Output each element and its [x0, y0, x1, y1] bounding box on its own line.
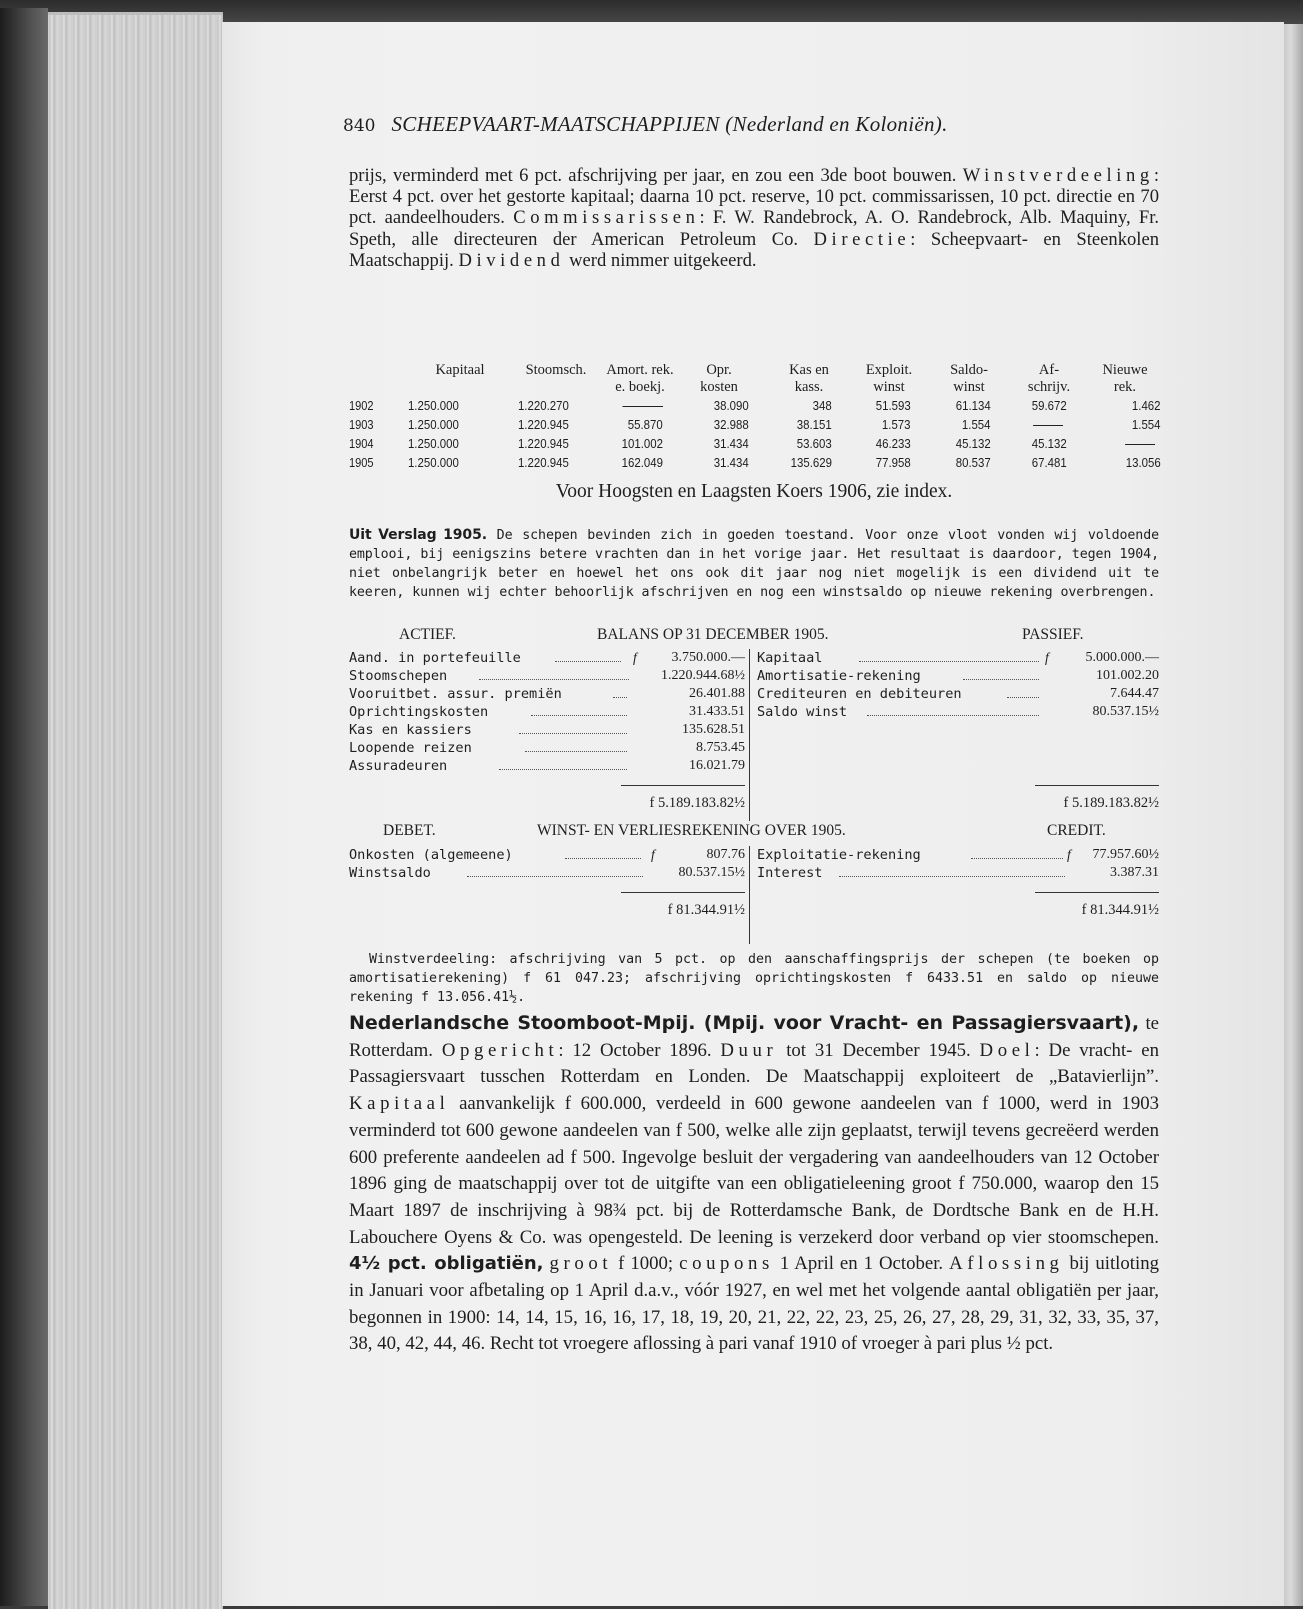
col-header: Kapitaal [435, 362, 485, 378]
debet-row: Onkosten (algemeene) f 807.76 [349, 847, 745, 863]
cell: 80.537 [956, 455, 991, 470]
row-year: 1902 [349, 398, 374, 413]
label-groot: groot [549, 1253, 613, 1275]
cell: 55.870 [628, 417, 663, 432]
running-head [343, 112, 1163, 137]
profit-distribution-note: Winstverdeeling: afschrijving van 5 pct. op den aanschaffingsprijs der schepen (te boeken op amortisatierekening) f 61 047.23; afschrijving oprichtingskosten f 6433.51 en saldo op nieuwe rekening f 13.056.41½. [349, 952, 1159, 1005]
passief-row: Kapitaal f 5.000.000.— [757, 650, 1159, 666]
cell: 38.151 [797, 417, 832, 432]
col-header: Stoomsch. [525, 362, 587, 378]
debet-heading: DEBET. [383, 822, 436, 839]
cell: 46.233 [876, 436, 911, 451]
page-stack-edges [48, 12, 223, 1609]
label-duur: Duur [720, 1039, 778, 1061]
credit-row: Exploitatie-rekening f 77.957.60½ [757, 847, 1159, 863]
balance-sheet-heads [349, 626, 1159, 646]
intro-text: werd nimmer uitgekeerd. [564, 249, 757, 271]
report-text: De schepen bevinden zich in goeden toestand. Voor onze vloot vonden wij voldoende emplooi, bij eenigszins betere vrachten dan in het vorige jaar. Het resultaat is daardoor, tegen 1904, niet onbelangrijk beter en hoewel het ons ook dit jaar nog niet mogelijk is een dividend uit te keeren, kunnen wij echter behoorlijk afschrijven en nog een winstsaldo op nieuwe rekening overbrengen. [349, 528, 1160, 600]
page-right-edge [1283, 24, 1303, 1606]
cell: 1.554 [1132, 417, 1161, 432]
cell: 1.220.270 [518, 398, 569, 413]
cell: 61.134 [956, 398, 991, 413]
cell: 1.250.000 [408, 436, 459, 451]
actief-row: Aand. in portefeuille f 3.750.000.— [349, 650, 745, 666]
company-name: Nederlandsche Stoomboot-Mpij. (Mpij. voor Vracht- en Passagiersvaart), [349, 1012, 1140, 1034]
cell: 13.056 [1126, 455, 1161, 470]
column-divider [749, 649, 750, 821]
cell: 45.132 [956, 436, 991, 451]
intro-paragraph [349, 165, 1159, 271]
intro-text: : Eerst 4 pct. over het gestorte kapitaal; daarna 10 pct. reserve, 10 pct. commissarissen, 10 pct. directie en 70 pct. aandeelhouders. [349, 165, 1159, 229]
total-credit: f 81.344.91½ [1081, 902, 1159, 918]
intro-text: : Scheepvaart- en Steenkolen Maatschappij. [349, 228, 1159, 271]
label-opgericht: Opgericht [441, 1039, 559, 1061]
label-doel: Doel [979, 1039, 1035, 1061]
cell: 1.220.945 [518, 417, 569, 432]
cell: 31.434 [714, 436, 749, 451]
label-coupons: coupons [679, 1253, 774, 1275]
passief-row: Crediteuren en debiteuren 7.644.47 [757, 686, 1159, 702]
running-title: SCHEEPVAART-MAATSCHAPPIJEN (Nederland en Koloniën). [391, 112, 948, 136]
sum-rule [621, 892, 745, 893]
balance-sheet [349, 649, 1159, 824]
cell-dash [1033, 417, 1063, 432]
cell: 51.593 [876, 398, 911, 413]
cell: 101.002 [621, 436, 663, 451]
book-page [222, 22, 1284, 1606]
cell: 67.481 [1032, 455, 1067, 470]
actief-row: Vooruitbet. assur. premiën 26.401.88 [349, 686, 745, 702]
actief-row: Loopende reizen 8.753.45 [349, 740, 745, 756]
label-aflossing: Aflossing [949, 1253, 1064, 1275]
col-header: Exploit. winst [865, 362, 913, 395]
total-passief: f 5.189.183.82½ [1063, 795, 1159, 811]
actief-row: Stoomschepen 1.220.944.68½ [349, 668, 745, 684]
label-kapitaal: Kapitaal [349, 1093, 450, 1115]
cell: 162.049 [621, 455, 663, 470]
actief-row: Assuradeuren 16.021.79 [349, 758, 745, 774]
col-header: Saldo- winst [950, 362, 988, 395]
table-row [349, 417, 1159, 435]
row-year: 1903 [349, 417, 374, 432]
entry-text: te Rotterdam. [349, 1013, 1159, 1061]
col-header: Af- schrijv. [1027, 362, 1071, 395]
cell: 348 [812, 398, 832, 413]
pl-heads [349, 822, 1159, 842]
cell: 59.672 [1032, 398, 1067, 413]
label-obligaties: 4½ pct. obligatiën, [349, 1253, 544, 1275]
col-header: Amort. rek. e. boekj. [606, 362, 674, 395]
actief-heading: ACTIEF. [399, 626, 456, 643]
entry-text: tot 31 December 1945. [777, 1039, 980, 1061]
debet-row: Winstsaldo 80.537.15½ [349, 865, 745, 881]
cell: 45.132 [1032, 436, 1067, 451]
cell: 53.603 [797, 436, 832, 451]
passief-row: Saldo winst 80.537.15½ [757, 704, 1159, 720]
cell: 1.573 [882, 417, 911, 432]
koers-note: Voor Hoogsten en Laagsten Koers 1906, zie index. [555, 481, 953, 502]
passief-heading: PASSIEF. [1022, 626, 1084, 643]
entry-text: : 12 October 1896. [558, 1039, 721, 1061]
entry-text: f 1000; [612, 1253, 680, 1275]
page-number: 840 [343, 116, 376, 136]
label-dividend: Dividend [458, 249, 565, 271]
row-year: 1905 [349, 455, 374, 470]
sum-rule [621, 785, 745, 786]
cell: 1.250.000 [408, 398, 459, 413]
col-header: Opr. kosten [700, 362, 738, 395]
column-divider [749, 846, 750, 944]
passief-row: Amortisatie-rekening 101.002.20 [757, 668, 1159, 684]
intro-text: prijs, verminderd met 6 pct. afschrijving per jaar, en zou een 3de boot bouwen. [349, 165, 963, 186]
entry-text: bij uitloting in Januari voor afbetaling op 1 April d.a.v., vóór 1927, en wel met het volgende aantal obligatiën per jaar, begonnen in 1900: 14, 14, 15, 16, 16, 17, 18, 19, 20, 21, 22, 22, 23, 25, 26, 27, 28, 29, 31, 32, 33, 35, 37, 38, 40, 42, 44, 46. Recht tot vroegere aflossing à pari vanaf 1910 of vroeger à pari plus ½ pct. [349, 1253, 1160, 1355]
actief-row: Oprichtingskosten 31.433.51 [349, 704, 745, 720]
entry-text: : De vracht- en Passagiersvaart tusschen Rotterdam en Londen. De Maatschappij exploiteert de „Batavierlijn”. [349, 1039, 1159, 1088]
report-lead: Uit Verslag 1905. [349, 527, 487, 543]
col-header: Nieuwe rek. [1102, 362, 1148, 395]
credit-row: Interest 3.387.31 [757, 865, 1159, 881]
row-year: 1904 [349, 436, 374, 451]
cell: 32.988 [714, 417, 749, 432]
table-row [349, 455, 1159, 473]
total-actief: f 5.189.183.82½ [649, 795, 745, 811]
cell: 1.220.945 [518, 455, 569, 470]
cell: 135.629 [790, 455, 832, 470]
credit-heading: CREDIT. [1047, 822, 1106, 839]
annual-report-excerpt [349, 526, 1159, 602]
profit-loss-account [349, 846, 1159, 946]
cell: 1.462 [1132, 398, 1161, 413]
cell: 77.958 [876, 455, 911, 470]
actief-row: Kas en kassiers 135.628.51 [349, 722, 745, 738]
label-winstverdeeling: Winstverdeeling [962, 165, 1154, 186]
cell: 38.090 [714, 398, 749, 413]
cell: 1.250.000 [408, 417, 459, 432]
company-entry [349, 1010, 1159, 1358]
cell: 31.434 [714, 455, 749, 470]
cell-dash [1125, 436, 1155, 451]
cell: 1.250.000 [408, 455, 459, 470]
cell: 1.554 [962, 417, 991, 432]
entry-text: aanvankelijk f 600.000, verdeeld in 600 gewone aandeelen van f 1000, werd in 1903 verminderd tot 600 gewone aandeelen van f 500, welke alle zijn geplaatst, terwijl tevens gecreëerd werden 600 preferente aandeelen ad f 500. Ingevolge besluit der vergadering van aandeelhouders van 12 October 1896 ging de maatschappij over tot de uitgifte van een obligatieleening groot f 750.000, waarop den 15 Maart 1897 de inschrijving à 98¾ pct. bij de Rotterdamsche Bank, de Dordtsche Bank en de H.H. Labouchere Oyens & Co. was opengesteld. De leening is verzekerd door verband op vier stoomschepen. [349, 1093, 1159, 1248]
balance-sheet-title: BALANS OP 31 DECEMBER 1905. [597, 626, 829, 643]
table-row [349, 398, 1159, 416]
sum-rule [1035, 892, 1159, 893]
book-cover-edge [0, 8, 48, 1606]
label-directie: Directie [813, 228, 911, 250]
pl-title: WINST- EN VERLIESREKENING OVER 1905. [537, 822, 846, 839]
intro-text: : F. W. Randebrock, A. O. Randebrock, Alb. Maquiny, Fr. Speth, alle directeuren der American Petroleum Co. [349, 207, 1160, 250]
total-debet: f 81.344.91½ [667, 902, 745, 918]
cell-dash [623, 398, 663, 413]
col-header: Kas en kass. [789, 362, 829, 395]
label-commissarissen: Commissarissen [513, 207, 700, 229]
table-row [349, 436, 1159, 454]
sum-rule [1035, 785, 1159, 786]
entry-text: 1 April en 1 October. [773, 1253, 950, 1275]
cell: 1.220.945 [518, 436, 569, 451]
